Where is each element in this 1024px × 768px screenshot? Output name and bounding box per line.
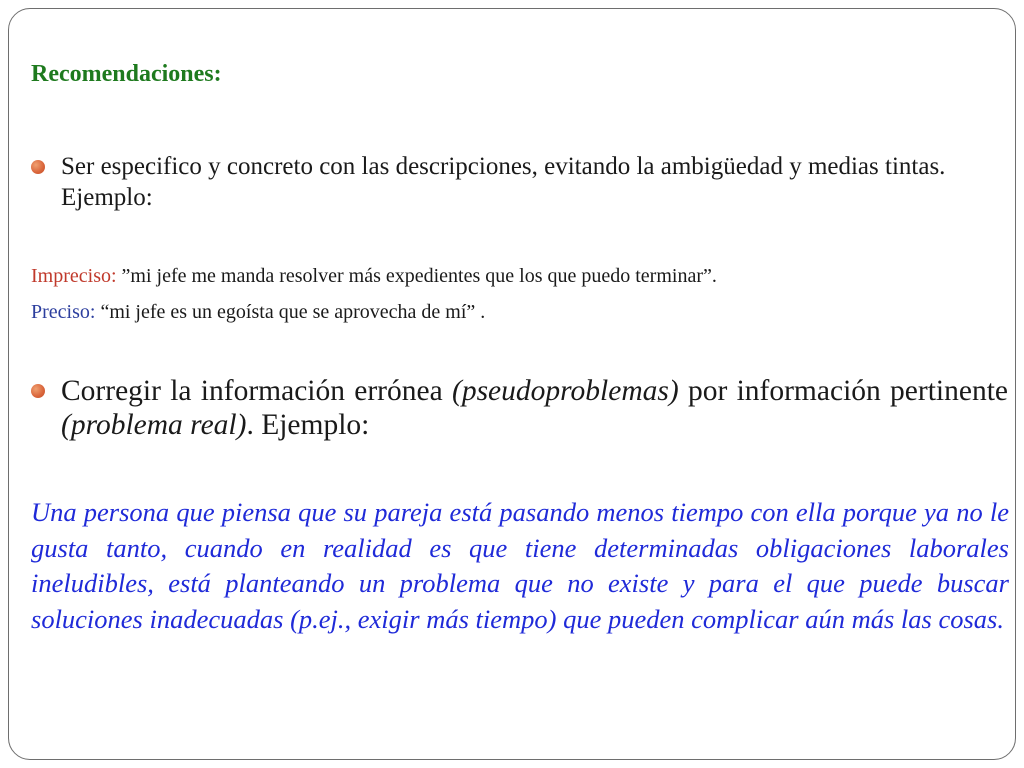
example-impreciso bbox=[31, 265, 717, 288]
bullet-text-correct bbox=[61, 374, 1008, 442]
impreciso-label: Impreciso: bbox=[31, 265, 117, 287]
bullet-2-part-5: . Ejemplo: bbox=[246, 409, 370, 441]
bullet-icon bbox=[31, 384, 45, 398]
preciso-text: “mi jefe es un egoísta que se aprovecha de mí” . bbox=[95, 301, 486, 323]
bullet-2-part-3: por información pertinente bbox=[678, 375, 1008, 407]
example-paragraph: Una persona que piensa que su pareja está pasando menos tiempo con ella porque ya no le gusta tanto, cuando en realidad es que tiene determinadas obligaciones laborales ineludibles, está planteando un problema que no existe y para el que puede buscar soluciones inadecuadas (p.ej., exigir más tiempo) que pueden complicar aún más las cosas. bbox=[31, 497, 1009, 634]
bullet-icon bbox=[31, 160, 45, 174]
bullet-2-problema-real: (problema real) bbox=[61, 409, 247, 441]
slide-frame bbox=[8, 8, 1016, 760]
bullet-2-part-1: Corregir la información errónea bbox=[61, 375, 452, 407]
preciso-label: Preciso: bbox=[31, 301, 96, 323]
bullet-item-correct bbox=[31, 374, 1009, 442]
slide-heading: Recomendaciones: bbox=[31, 61, 222, 87]
bullet-2-pseudoproblemas: (pseudoproblemas) bbox=[452, 375, 679, 407]
bullet-item-specific bbox=[31, 151, 1009, 213]
impreciso-text: ”mi jefe me manda resolver más expedientes que los que puedo terminar”. bbox=[116, 265, 717, 287]
bullet-text-specific: Ser especifico y concreto con las descripciones, evitando la ambigüedad y medias tintas. Ejemplo: bbox=[61, 153, 946, 211]
example-preciso bbox=[31, 301, 485, 324]
